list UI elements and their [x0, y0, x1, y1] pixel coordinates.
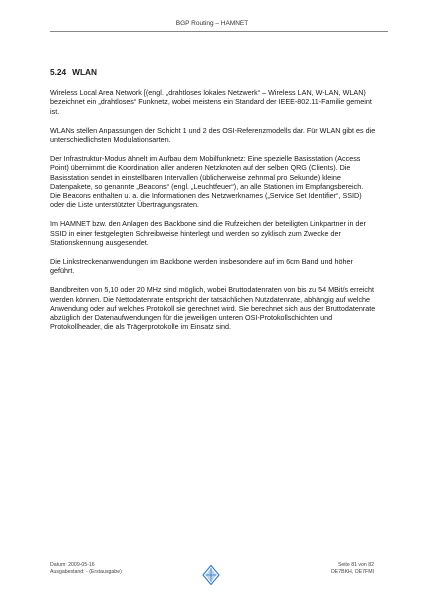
footer-date: Datum: 2009-05-16 — [50, 562, 95, 568]
page-content — [50, 68, 376, 341]
footer-page-number: Seite 81 von 82 — [337, 562, 374, 568]
footer-right — [300, 562, 374, 576]
paragraph: Wireless Local Area Network [(engl. „drahtloses lokales Netzwerk“ – Wireless LAN, W-LAN, WLAN) bezeichnet ein „drahtloses“ Funknetz, wobei meistens ein Standard der IEEE-802.11-Familie gemeint ist. — [50, 88, 372, 116]
footer-left — [50, 562, 122, 576]
oevsv-diamond-logo-icon — [202, 565, 220, 585]
section-heading — [50, 68, 376, 77]
section-title: WLAN — [72, 67, 98, 77]
footer-edition: Ausgabestand: - (Erstausgabe) — [50, 569, 122, 575]
paragraph: Der Infrastruktur-Modus ähnelt im Aufbau dem Mobilfunknetz: Eine spezielle Basisstation (Access Point) übernimmt die Koordination aller anderen Netzknoten auf der selben QRG (Clients). Die Basisstation sendet in einstellbaren Intervallen (üblicherweise zehnmal pro Sekunde) kleine Datenpakete, so genannte „Beacons“ (engl. „Leuchtfeuer“), an alle Stationen im Empfangsbereich. Die Beacons enthalten u. a. die Informationen des Netzwerknames („Service Set Identifier“, SSID) oder die Liste unterstützter Übertragungsraten. — [50, 154, 364, 210]
paragraph: Die Linkstreckenanwendungen im Backbone werden insbesondere auf im 6cm Band und höher geführt. — [50, 257, 353, 276]
paragraph: Bandbreiten von 5,10 oder 20 MHz sind möglich, wobei Bruttodatenraten von bis zu 54 MBit/s erreicht werden können. Die Nettodatenrate entspricht der tatsächlichen Nutzdatenrate, abhängig auf welche Anwendung oder auf welches Protokoll sie gerechnet wird. Sie berechnet sich aus der Bruttodatenrate abzüglich der Datenaufwendungen für die jeweiligen unteren OSI-Protokollschichten und Protokollheader, die als Trägerprotokolle im Einsatz sind. — [50, 285, 376, 332]
section-number: 5.24 — [50, 67, 67, 77]
running-header: BGP Routing – HAMNET — [175, 20, 249, 27]
paragraph: Im HAMNET bzw. den Anlagen des Backbone sind die Rufzeichen der beteiligten Linkpartner in der SSID in einer festgelegten Schreibweise hinterlegt und werden so zyklisch zum Zwecke der Stationskennung ausgesendet. — [50, 219, 366, 247]
header-rule — [50, 31, 388, 32]
paragraph: WLANs stellen Anpassungen der Schicht 1 und 2 des OSI-Referenzmodells dar. Für WLAN gibt es die unterschiedlichsten Modulationsarten. — [50, 125, 376, 145]
footer-authors: OE7BKH, OE7FMI — [330, 569, 374, 575]
